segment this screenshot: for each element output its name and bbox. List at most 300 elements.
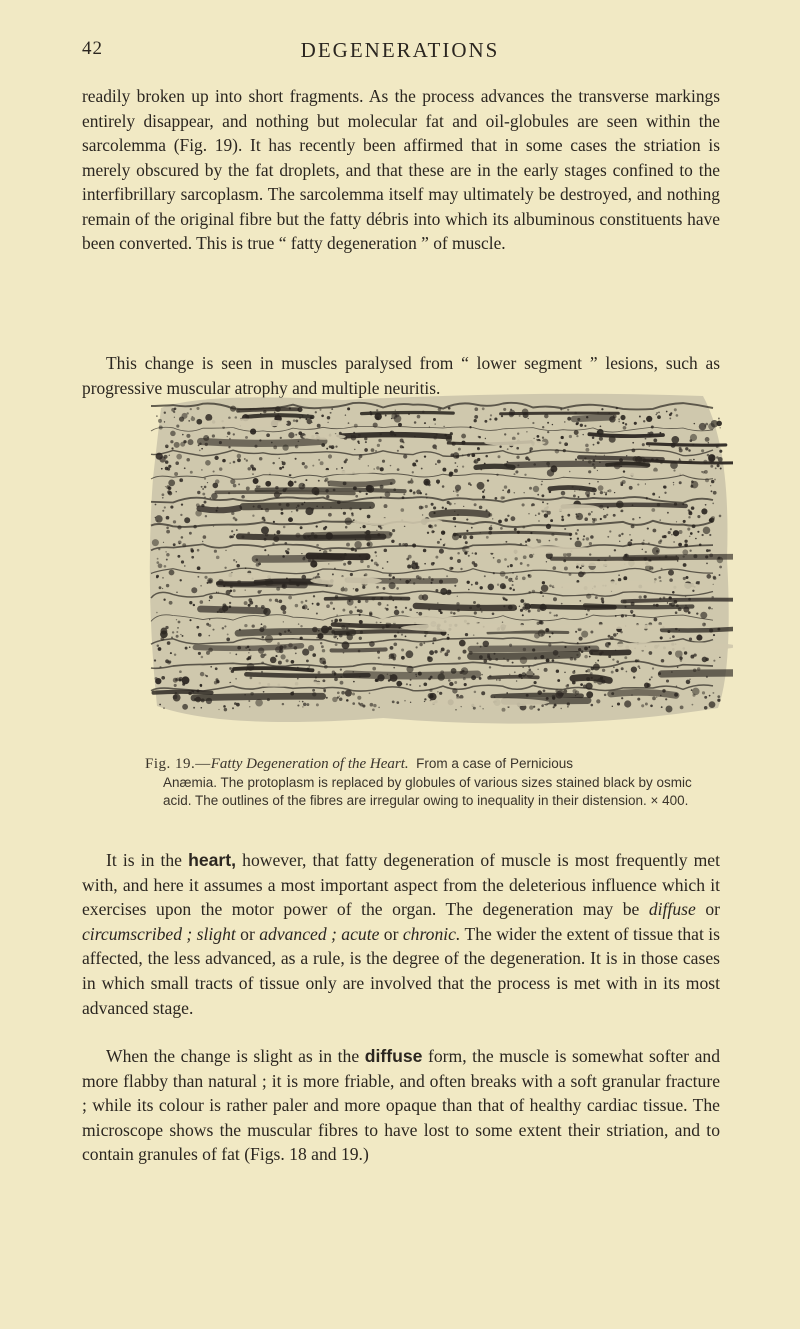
fat-globule: [537, 609, 540, 612]
fat-globule: [549, 491, 552, 494]
fat-globule: [496, 679, 498, 681]
fat-globule: [347, 634, 353, 640]
fat-globule: [717, 699, 720, 702]
fat-globule: [313, 595, 315, 597]
fat-globule: [372, 667, 376, 671]
fat-globule: [508, 605, 513, 610]
fat-globule: [333, 489, 336, 492]
fat-globule: [538, 512, 540, 514]
fat-globule: [209, 635, 211, 637]
fat-globule: [529, 554, 533, 558]
fat-globule: [703, 460, 707, 464]
fat-globule: [201, 504, 204, 507]
fat-globule: [613, 667, 615, 669]
fat-globule: [406, 666, 413, 673]
fat-globule: [189, 532, 192, 535]
fat-globule: [188, 420, 190, 422]
fat-globule: [340, 556, 342, 558]
fat-globule: [339, 696, 340, 697]
fat-globule: [523, 555, 527, 559]
fat-globule: [639, 595, 642, 598]
fat-globule: [236, 561, 238, 563]
fat-globule: [422, 411, 425, 414]
fat-globule: [585, 609, 586, 610]
fat-globule: [507, 659, 510, 662]
fat-globule: [156, 415, 158, 417]
fat-globule: [463, 677, 466, 680]
fat-globule: [587, 609, 590, 612]
fat-globule: [181, 503, 183, 505]
fat-globule: [432, 642, 434, 644]
fat-globule: [510, 564, 513, 567]
fat-globule: [279, 645, 283, 649]
fat-globule: [493, 557, 495, 559]
fat-globule: [311, 532, 315, 536]
fat-globule: [366, 485, 374, 493]
fat-globule: [341, 467, 343, 469]
fat-globule: [395, 410, 396, 411]
fat-globule: [663, 485, 666, 488]
fat-globule: [534, 681, 537, 684]
fat-globule: [590, 672, 593, 675]
fat-globule: [647, 528, 649, 530]
fat-globule: [409, 579, 411, 581]
fat-globule: [308, 666, 310, 668]
fat-globule: [182, 434, 184, 436]
fat-globule: [440, 611, 443, 614]
fat-globule: [603, 515, 606, 518]
fat-globule: [320, 642, 322, 644]
text-run: or: [695, 899, 720, 920]
fat-globule: [590, 652, 592, 654]
fat-globule: [358, 600, 361, 603]
fat-globule: [295, 604, 298, 607]
fat-globule: [572, 681, 576, 685]
fat-globule: [186, 458, 190, 462]
fat-globule: [592, 463, 595, 466]
fat-globule: [404, 700, 406, 702]
fat-globule: [365, 599, 368, 602]
fat-globule: [366, 493, 368, 495]
fat-globule: [484, 575, 486, 577]
dense-streak: [243, 505, 371, 506]
fat-globule: [475, 552, 478, 555]
fat-globule: [312, 603, 314, 605]
fat-globule: [484, 489, 486, 491]
fat-globule: [691, 506, 695, 510]
fat-globule: [404, 526, 406, 528]
fat-globule: [712, 455, 715, 458]
fat-globule: [542, 595, 544, 597]
fat-globule: [444, 434, 447, 437]
fat-globule: [639, 416, 641, 418]
fat-globule: [671, 436, 679, 444]
fat-globule: [684, 540, 687, 543]
fat-globule: [181, 536, 184, 539]
fat-globule: [180, 634, 181, 635]
fat-globule: [376, 622, 378, 624]
fat-globule: [649, 435, 651, 437]
caption-line1-rest: From a case of Pernicious: [416, 756, 573, 771]
fat-globule: [437, 541, 440, 544]
fat-globule: [190, 471, 193, 474]
fat-globule: [169, 601, 173, 605]
fat-globule: [716, 445, 719, 448]
fat-globule: [417, 415, 421, 419]
dense-streak: [154, 692, 212, 693]
fat-globule: [244, 458, 246, 460]
fat-globule: [298, 440, 300, 442]
fat-globule: [439, 580, 443, 584]
fat-globule: [503, 658, 505, 660]
fat-globule: [547, 431, 549, 433]
fat-globule: [386, 625, 389, 628]
fat-globule: [700, 612, 707, 619]
fat-globule: [654, 618, 658, 622]
fat-globule: [328, 513, 332, 517]
dense-streak: [200, 508, 240, 510]
fat-globule: [512, 662, 514, 664]
fat-globule: [709, 695, 711, 697]
fat-globule: [651, 676, 653, 678]
fat-globule: [456, 694, 459, 697]
fat-globule: [267, 698, 270, 701]
fat-globule: [631, 525, 635, 529]
fat-globule: [673, 530, 679, 536]
fat-globule: [295, 434, 297, 436]
fat-globule: [300, 526, 303, 529]
fat-globule: [337, 638, 338, 639]
fat-globule: [706, 563, 708, 565]
fat-globule: [169, 570, 175, 576]
fat-globule: [584, 425, 586, 427]
fat-globule: [586, 677, 590, 681]
fat-globule: [705, 658, 708, 661]
fat-globule: [674, 408, 677, 411]
fibre-gap: [310, 577, 382, 586]
fat-globule: [708, 457, 714, 463]
fat-globule: [233, 433, 235, 435]
fat-globule: [451, 567, 453, 569]
fat-globule: [473, 601, 476, 604]
fat-globule: [331, 620, 333, 622]
fat-globule: [459, 640, 466, 647]
fat-globule: [155, 678, 161, 684]
text-run: or: [379, 923, 403, 944]
fat-globule: [705, 478, 709, 482]
fat-globule: [415, 460, 418, 463]
fat-globule: [507, 461, 509, 463]
fat-globule: [258, 647, 264, 653]
fat-globule: [578, 648, 581, 651]
fat-globule: [224, 567, 226, 569]
fat-globule: [401, 508, 405, 512]
fat-globule: [285, 550, 288, 553]
fat-globule: [645, 483, 646, 484]
fat-globule: [713, 491, 717, 495]
fat-globule: [577, 529, 579, 531]
fat-globule: [689, 535, 691, 537]
fat-globule: [719, 450, 722, 453]
dense-streak: [662, 629, 733, 631]
fat-globule: [307, 668, 310, 671]
fat-globule: [479, 655, 483, 659]
fat-globule: [294, 646, 298, 650]
fat-globule: [475, 582, 478, 585]
fat-globule: [541, 704, 544, 707]
fat-globule: [198, 444, 200, 446]
fat-globule: [188, 439, 194, 445]
fat-globule: [339, 432, 342, 435]
fat-globule: [486, 536, 489, 539]
page-header: [0, 38, 800, 68]
fat-globule: [466, 519, 468, 521]
fat-globule: [390, 465, 391, 466]
fat-globule: [332, 573, 334, 575]
fat-globule: [406, 650, 414, 658]
fat-globule: [237, 458, 241, 462]
fat-globule: [676, 414, 679, 417]
fat-globule: [692, 524, 696, 528]
text-run: or: [235, 923, 260, 944]
fat-globule: [573, 494, 576, 497]
fat-globule: [297, 504, 300, 507]
fat-globule: [575, 532, 578, 535]
fat-globule: [433, 512, 435, 514]
fat-globule: [418, 595, 424, 601]
fat-globule: [537, 708, 539, 710]
text-run: however, that fatty degeneration of muscle is most frequently met with, and here it assumes a most important aspect from the deleterious influence which it exercises upon the motor power of the organ. The degeneration may be: [82, 850, 720, 920]
fat-globule: [319, 550, 320, 551]
fat-globule: [653, 529, 657, 533]
fat-globule: [364, 574, 366, 576]
fat-globule: [347, 599, 354, 606]
fat-globule: [365, 535, 372, 542]
fat-globule: [166, 447, 168, 449]
fat-globule: [474, 415, 478, 419]
fat-globule: [275, 655, 277, 657]
fat-globule: [174, 653, 176, 655]
fat-globule: [482, 407, 485, 410]
fat-globule: [255, 699, 263, 707]
fat-globule: [312, 559, 315, 562]
fat-globule: [467, 454, 470, 457]
dense-streak: [194, 696, 323, 698]
fat-globule: [343, 482, 347, 486]
fat-globule: [567, 684, 569, 686]
fat-globule: [168, 660, 171, 663]
fat-globule: [578, 496, 580, 498]
fat-globule: [569, 471, 571, 473]
fat-globule: [316, 544, 319, 547]
fat-globule: [349, 507, 352, 510]
fibre-gap: [622, 471, 683, 476]
fat-globule: [245, 589, 246, 590]
fat-globule: [415, 465, 416, 466]
fat-globule: [577, 642, 579, 644]
fat-globule: [464, 683, 467, 686]
fat-globule: [639, 517, 641, 519]
fat-globule: [717, 695, 720, 698]
fat-globule: [520, 599, 524, 603]
fat-globule: [261, 671, 263, 673]
fat-globule: [542, 426, 544, 428]
fat-globule: [345, 690, 352, 697]
fat-globule: [414, 436, 415, 437]
fat-globule: [668, 651, 672, 655]
fat-globule: [484, 463, 486, 465]
fat-globule: [182, 704, 188, 710]
fat-globule: [608, 635, 611, 638]
fat-globule: [216, 507, 218, 509]
fat-globule: [450, 611, 453, 614]
fat-globule: [273, 521, 275, 523]
fat-globule: [522, 526, 525, 529]
fat-globule: [180, 579, 182, 581]
fat-globule: [456, 494, 458, 496]
fat-globule: [235, 416, 238, 419]
fat-globule: [551, 533, 554, 536]
fat-globule: [200, 600, 204, 604]
fat-globule: [389, 532, 393, 536]
fat-globule: [324, 479, 327, 482]
fat-globule: [308, 645, 314, 651]
fat-globule: [179, 416, 184, 421]
fat-globule: [418, 576, 421, 579]
fat-globule: [453, 517, 456, 520]
fat-globule: [297, 667, 299, 669]
fat-globule: [390, 431, 395, 436]
fat-globule: [435, 448, 437, 450]
fat-globule: [624, 656, 627, 659]
fat-globule: [621, 697, 623, 699]
fat-globule: [393, 488, 396, 491]
fat-globule: [201, 469, 203, 471]
fat-globule: [533, 438, 534, 439]
fat-globule: [579, 600, 581, 602]
fat-globule: [507, 565, 509, 567]
fat-globule: [516, 576, 518, 578]
fat-globule: [154, 659, 156, 661]
fat-globule: [438, 673, 445, 680]
fat-globule: [576, 422, 579, 425]
fat-globule: [179, 679, 182, 682]
fat-globule: [428, 484, 431, 487]
fat-globule: [616, 660, 619, 663]
fat-globule: [504, 485, 507, 488]
fat-globule: [155, 504, 157, 506]
fat-globule: [716, 456, 719, 459]
fat-globule: [658, 672, 661, 675]
fat-globule: [505, 599, 508, 602]
fat-globule: [198, 652, 201, 655]
fat-globule: [549, 540, 551, 542]
fat-globule: [711, 608, 712, 609]
fat-globule: [322, 506, 324, 508]
fat-globule: [396, 681, 402, 687]
fat-globule: [323, 550, 327, 554]
fat-globule: [277, 642, 280, 645]
fat-globule: [528, 666, 530, 668]
fat-globule: [440, 538, 442, 540]
fat-globule: [297, 407, 302, 412]
fat-globule: [250, 429, 256, 435]
fat-globule: [247, 467, 250, 470]
fat-globule: [231, 535, 234, 538]
fat-globule: [452, 688, 457, 693]
fat-globule: [249, 649, 251, 651]
fat-globule: [717, 628, 720, 631]
fat-globule: [676, 555, 677, 556]
fat-globule: [222, 459, 226, 463]
fat-globule: [228, 416, 231, 419]
fat-globule: [489, 675, 492, 678]
fat-globule: [659, 519, 660, 520]
fat-globule: [595, 662, 596, 663]
fat-globule: [312, 692, 316, 696]
fat-globule: [227, 633, 229, 635]
fat-globule: [584, 457, 586, 459]
fat-globule: [288, 432, 294, 438]
fat-globule: [353, 588, 355, 590]
fat-globule: [369, 411, 371, 413]
fat-globule: [542, 501, 544, 503]
fat-globule: [471, 527, 473, 529]
fat-globule: [233, 589, 236, 592]
fat-globule: [541, 484, 543, 486]
fat-globule: [259, 627, 264, 632]
fat-globule: [400, 445, 403, 448]
fat-globule: [165, 551, 166, 552]
fat-globule: [162, 510, 164, 512]
fat-globule: [672, 635, 675, 638]
fat-globule: [697, 515, 700, 518]
fat-globule: [161, 676, 165, 680]
fat-globule: [673, 484, 674, 485]
fat-globule: [454, 469, 458, 473]
fat-globule: [293, 419, 296, 422]
fat-globule: [201, 698, 205, 702]
fat-globule: [438, 407, 442, 411]
fat-globule: [483, 641, 489, 647]
fat-globule: [528, 574, 532, 578]
fat-globule: [585, 444, 589, 448]
fat-globule: [609, 530, 611, 532]
fat-globule: [519, 415, 521, 417]
fat-globule: [595, 455, 597, 457]
fat-globule: [617, 633, 618, 634]
fat-globule: [683, 577, 686, 580]
fat-globule: [683, 607, 689, 613]
fat-globule: [260, 654, 265, 659]
fat-globule: [250, 677, 253, 680]
fat-globule: [660, 539, 663, 542]
fat-globule: [553, 706, 555, 708]
fat-globule: [599, 437, 603, 441]
fat-globule: [280, 493, 282, 495]
fat-globule: [359, 555, 361, 557]
fat-globule: [696, 635, 702, 641]
fat-globule: [487, 656, 490, 659]
fat-globule: [367, 542, 371, 546]
fat-globule: [169, 455, 170, 456]
fat-globule: [162, 493, 165, 496]
fat-globule: [660, 636, 663, 639]
fat-globule: [302, 706, 303, 707]
fat-globule: [205, 515, 207, 517]
fat-globule: [509, 410, 515, 416]
fat-globule: [342, 641, 350, 649]
